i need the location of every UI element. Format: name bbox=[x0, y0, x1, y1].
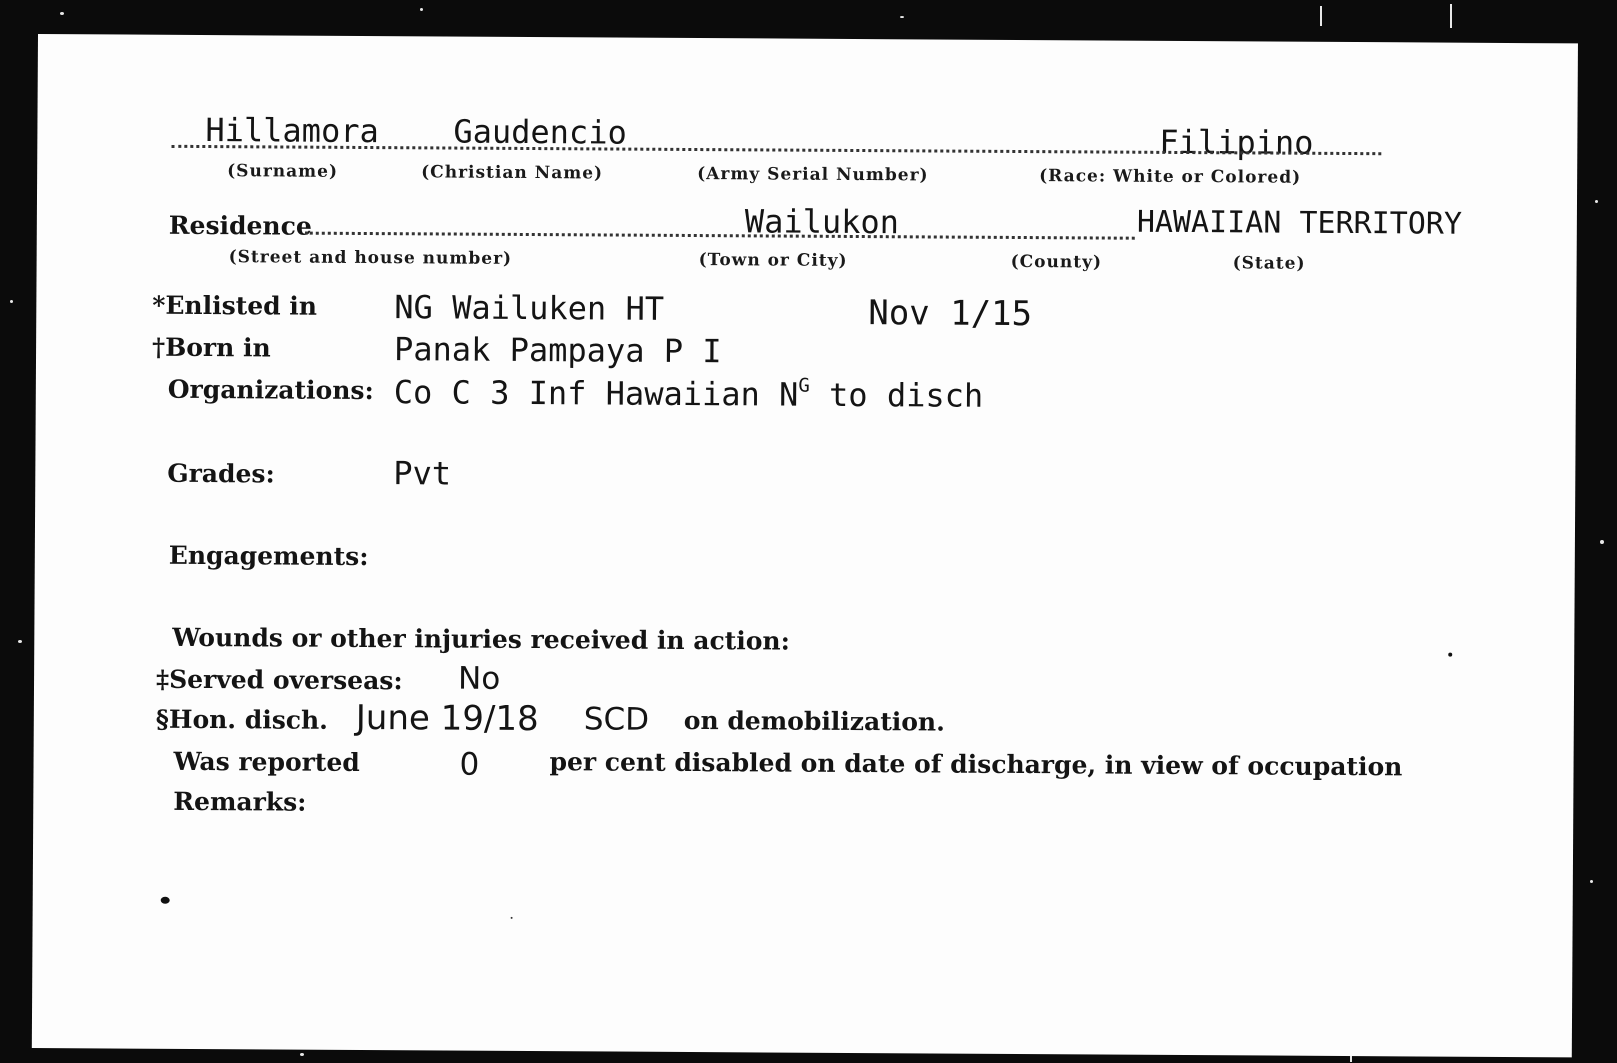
record-card bbox=[32, 34, 1578, 1057]
film-speck bbox=[60, 12, 64, 15]
discharge-date-value: June 19/18 bbox=[355, 697, 539, 740]
disability-value: 0 bbox=[459, 746, 480, 783]
born-label: †Born in bbox=[152, 332, 271, 363]
film-speck bbox=[1320, 6, 1322, 26]
grades-value: Pvt bbox=[393, 454, 452, 493]
disability-suffix: per cent disabled on date of discharge, in view of occupation bbox=[549, 747, 1403, 782]
remarks-label: Remarks: bbox=[173, 786, 307, 817]
film-speck bbox=[1595, 200, 1598, 203]
grades-label: Grades: bbox=[167, 458, 275, 489]
overseas-value: No bbox=[457, 660, 501, 697]
state-value: HAWAIIAN TERRITORY bbox=[1136, 204, 1463, 242]
overseas-label: ‡Served overseas: bbox=[155, 664, 403, 696]
serial-caption: (Army Serial Number) bbox=[697, 164, 929, 186]
film-speck bbox=[10, 300, 13, 303]
film-speck bbox=[1600, 540, 1604, 544]
film-speck bbox=[300, 1053, 304, 1056]
film-speck bbox=[420, 8, 423, 11]
race-caption: (Race: White or Colored) bbox=[1039, 166, 1302, 188]
christian-name-value: Gaudencio bbox=[453, 112, 627, 152]
town-value: Wailukon bbox=[744, 202, 900, 242]
ink-blot bbox=[161, 897, 170, 904]
film-speck bbox=[1450, 4, 1452, 28]
surname-caption: (Surname) bbox=[227, 161, 339, 182]
race-value: Filipino bbox=[1159, 122, 1314, 162]
street-caption: (Street and house number) bbox=[228, 247, 513, 269]
organizations-value-tail: to disch bbox=[828, 375, 984, 415]
film-speck bbox=[18, 640, 22, 643]
residence-dotted-line bbox=[305, 232, 1135, 240]
ink-dot bbox=[1448, 653, 1452, 657]
state-caption: (State) bbox=[1232, 253, 1306, 274]
organizations-value-main: Co C 3 Inf Hawaiian N bbox=[393, 373, 799, 414]
residence-label: Residence bbox=[168, 210, 312, 241]
town-caption: (Town or City) bbox=[698, 250, 848, 271]
film-speck bbox=[900, 16, 904, 18]
surname-value: Hillamora bbox=[205, 111, 379, 151]
organizations-value-sup: G bbox=[798, 374, 810, 397]
engagements-label: Engagements: bbox=[168, 540, 369, 572]
discharge-code-value: SCD bbox=[583, 701, 650, 738]
christian-name-caption: (Christian Name) bbox=[421, 162, 604, 184]
disability-label: Was reported bbox=[173, 746, 360, 777]
organizations-label: Organizations: bbox=[167, 374, 374, 406]
enlisted-date-value: Nov 1/15 bbox=[868, 293, 1033, 335]
film-speck bbox=[1590, 880, 1593, 883]
born-place-value: Panak Pampaya P I bbox=[393, 330, 722, 371]
organizations-value bbox=[394, 372, 984, 415]
discharge-suffix: on demobilization. bbox=[683, 705, 945, 737]
enlisted-place-value: NG Wailuken HT bbox=[394, 288, 665, 328]
enlisted-label: *Enlisted in bbox=[152, 290, 318, 321]
wounds-label: Wounds or other injuries received in action: bbox=[172, 622, 790, 656]
discharge-label: §Hon. disch. bbox=[155, 704, 329, 735]
county-caption: (County) bbox=[1010, 251, 1103, 273]
ink-dot bbox=[511, 917, 513, 919]
